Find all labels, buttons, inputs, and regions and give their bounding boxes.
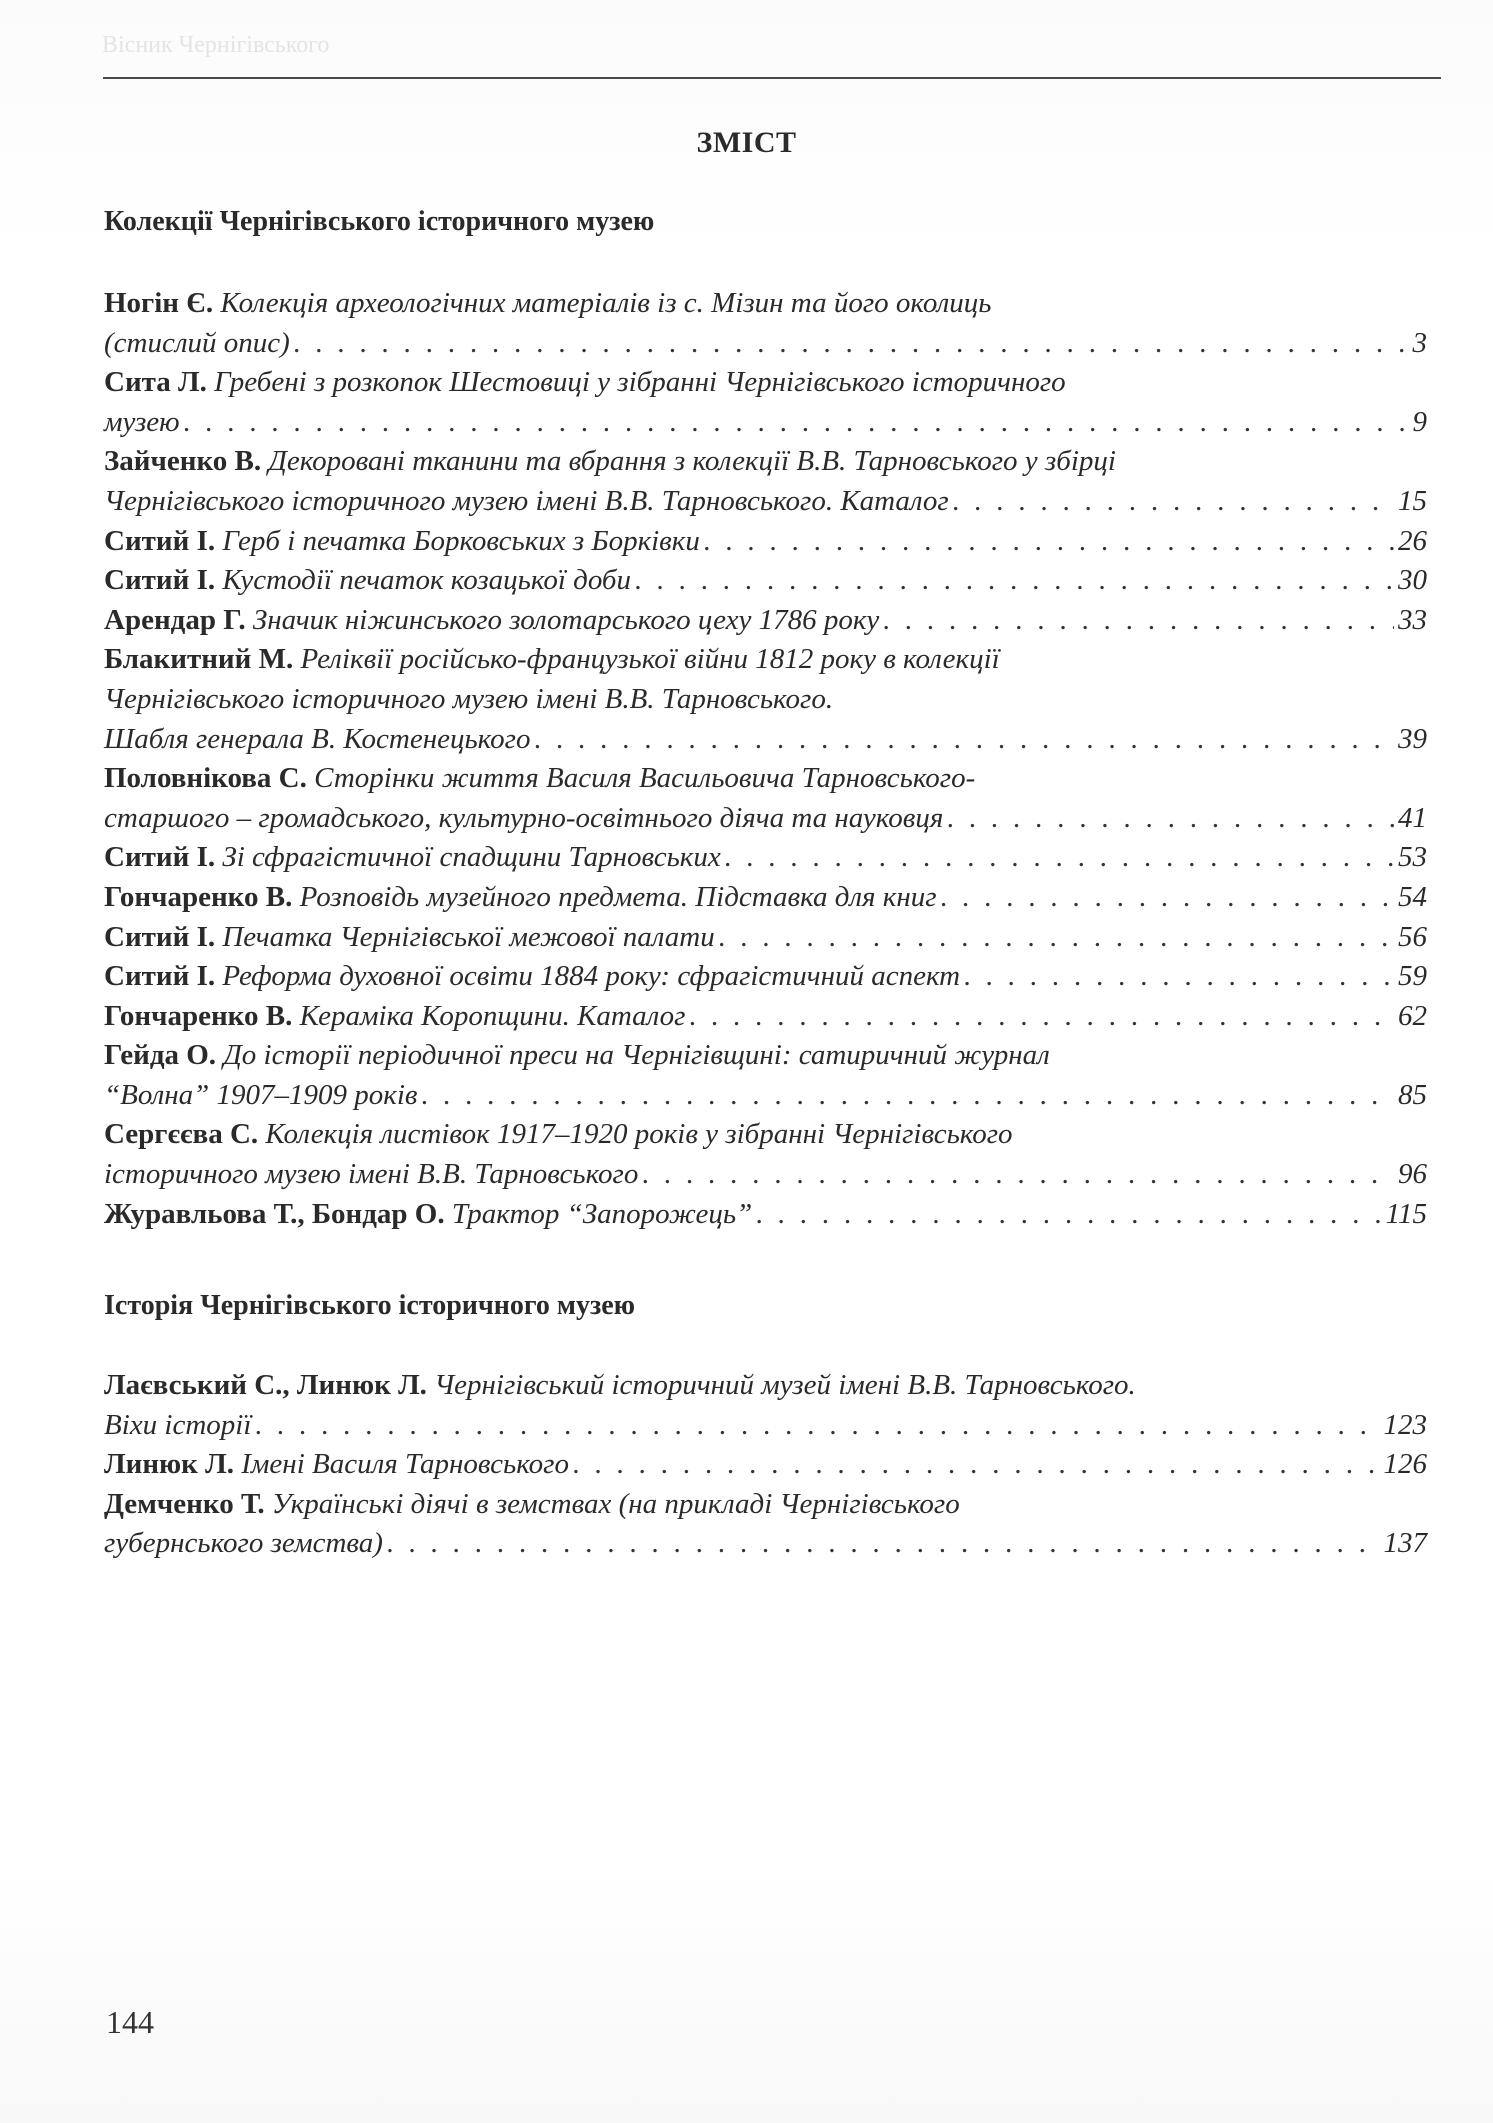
toc-entry-author: Ситий І. xyxy=(104,564,216,597)
toc-entry-author: Ногін Є. xyxy=(104,287,214,319)
toc-entry-line xyxy=(104,442,1427,482)
toc-entry-author: Лаєвський С., Линюк Л. xyxy=(104,1369,427,1401)
header-rule xyxy=(103,77,1441,79)
toc-leader-dots xyxy=(387,1524,1380,1564)
toc-entry-title: губернського земства) xyxy=(104,1527,383,1560)
toc-entry xyxy=(104,522,1427,562)
toc-entry-line xyxy=(104,1036,1427,1076)
toc-entry-line xyxy=(104,561,1427,601)
toc-entry-page: 62 xyxy=(1398,999,1427,1032)
toc-entry-title: Печатка Чернігівської межової палати xyxy=(222,920,715,953)
toc-entry-line xyxy=(104,522,1427,562)
toc-entry-page: 54 xyxy=(1398,880,1427,913)
toc-entry xyxy=(104,1036,1427,1115)
toc-leader-dots xyxy=(689,997,1394,1037)
toc-entry-line xyxy=(104,1366,1427,1406)
toc-entry xyxy=(104,601,1427,641)
toc-entry-title: Кераміка Коропщини. Каталог xyxy=(299,999,686,1032)
toc-entry-line xyxy=(104,1445,1427,1485)
toc-entry-author: Сергєєва С. xyxy=(104,1118,259,1151)
toc-entry-line xyxy=(104,403,1427,443)
toc-entry-line xyxy=(104,759,1427,799)
toc-entry-author: Ситий І. xyxy=(104,524,216,557)
toc-entry-line xyxy=(104,838,1427,878)
toc-entry-title: Значик ніжинського золотарського цеху 1786 року xyxy=(252,603,880,636)
toc-entry-page: 9 xyxy=(1412,405,1427,438)
toc-entry-author: Ситий І. xyxy=(104,920,216,953)
toc-leader-dots xyxy=(422,1076,1395,1116)
toc-entry-author: Зайченко В. xyxy=(104,445,262,478)
toc-entry xyxy=(104,1195,1427,1235)
toc-entry-title: Розповідь музейного предмета. Підставка для книг xyxy=(299,880,937,913)
toc-entry-line xyxy=(104,1115,1427,1155)
toc-entry xyxy=(104,561,1427,601)
toc-entry-line xyxy=(104,957,1427,997)
toc-entry-page: 56 xyxy=(1398,920,1427,953)
toc-entry-title: Віхи історії xyxy=(104,1408,252,1441)
toc-entry-page: 41 xyxy=(1398,801,1427,834)
toc-entry xyxy=(104,1115,1427,1194)
section-heading-history: Історія Чернігівського історичного музею xyxy=(104,1290,636,1321)
toc-leader-dots xyxy=(947,799,1394,839)
toc-entry-title: Колекція археологічних матеріалів із с. Мізин та його околиць xyxy=(220,287,992,319)
toc-entry-author: Журавльова Т., Бондар О. xyxy=(104,1197,445,1230)
toc-leader-dots xyxy=(294,324,1409,364)
toc-entry-title: (стислий опис) xyxy=(104,326,290,359)
toc-entry-line xyxy=(104,878,1427,918)
toc-entry-page: 85 xyxy=(1398,1078,1427,1111)
toc-leader-dots xyxy=(635,561,1394,601)
toc-entry-line xyxy=(104,799,1427,839)
toc-entry-title: Чернігівського історичного музею імені В.В. Тарновського. xyxy=(104,682,834,715)
toc-entry-line xyxy=(104,363,1427,403)
toc-leader-dots xyxy=(534,720,1394,760)
toc-entry-author: Демченко Т. xyxy=(104,1487,265,1520)
toc-entry-line xyxy=(104,1485,1427,1525)
toc-entry-title: Декоровані тканини та вбрання з колекції В.В. Тарновського у збірці xyxy=(268,445,1116,478)
toc-entry-line xyxy=(104,1406,1427,1446)
toc-entry-author: Ситий І. xyxy=(104,841,216,874)
toc-leader-dots xyxy=(883,601,1394,641)
toc-entry-title: старшого – громадського, культурно-освітнього діяча та науковця xyxy=(104,801,944,834)
running-header: Вісник Чернігівського xyxy=(102,32,330,58)
toc-entry-title: Колекція листівок 1917–1920 років у зібранні Чернігівського xyxy=(265,1118,1013,1151)
toc-entry-title: Сторінки життя Василя Васильовича Тарновського- xyxy=(314,762,976,795)
toc-leader-dots xyxy=(964,957,1394,997)
toc-entry-title: Українські діячі в земствах (на прикладі Чернігівського xyxy=(271,1487,960,1520)
toc-entry-line xyxy=(104,324,1427,364)
toc-entry-line xyxy=(104,720,1427,760)
toc-entry-title: Зі сфрагістичної спадщини Тарновських xyxy=(222,841,721,874)
toc-entry-author: Арендар Г. xyxy=(104,603,246,636)
toc-entry xyxy=(104,997,1427,1037)
toc-entry-author: Ситий І. xyxy=(104,960,216,993)
toc-entry xyxy=(104,640,1427,759)
toc-entry-page: 53 xyxy=(1398,841,1427,874)
toc-entry-author: Сита Л. xyxy=(104,366,207,399)
toc-entry-author: Гончаренко В. xyxy=(104,880,293,913)
page-number: 144 xyxy=(106,2004,154,2040)
toc-entry xyxy=(104,1445,1427,1485)
toc-entry-title: Кустодії печаток козацької доби xyxy=(222,564,632,597)
toc-entry-title: музею xyxy=(104,405,180,438)
toc-entry-author: Блакитний М. xyxy=(104,643,294,676)
toc-leader-dots xyxy=(255,1406,1379,1446)
toc-entry-line xyxy=(104,680,1427,720)
toc-entry-page: 137 xyxy=(1383,1527,1427,1560)
toc-entry-author: Половнікова С. xyxy=(104,762,307,795)
toc-entry-title: Трактор “Запорожець” xyxy=(451,1197,753,1230)
toc-entry-title: Реформа духовної освіти 1884 року: сфрагістичний аспект xyxy=(222,960,961,993)
toc-entry-page: 123 xyxy=(1383,1408,1427,1441)
toc-entry-title: Імені Василя Тарновського xyxy=(241,1448,569,1481)
toc-entry-page: 96 xyxy=(1398,1158,1427,1191)
toc-entry-page: 26 xyxy=(1398,524,1427,557)
toc-leader-dots xyxy=(756,1195,1381,1235)
toc-entry-author: Гейда О. xyxy=(104,1039,217,1072)
toc-entry xyxy=(104,363,1427,442)
toc-leader-dots xyxy=(953,482,1394,522)
toc-entry-title: “Волна” 1907–1909 років xyxy=(104,1078,418,1111)
toc-entry-line xyxy=(104,1195,1427,1235)
toc-entry-title: Герб і печатка Борковських з Борківки xyxy=(222,524,700,557)
toc-leader-dots xyxy=(941,878,1394,918)
toc-entry-page: 15 xyxy=(1398,484,1427,517)
toc-entry-title: До історії періодичної преси на Чернігівщині: сатиричний журнал xyxy=(223,1039,1050,1072)
toc-entry-line xyxy=(104,918,1427,958)
toc-entry xyxy=(104,878,1427,918)
toc-leader-dots xyxy=(719,918,1394,958)
toc-entry-page: 30 xyxy=(1398,564,1427,597)
toc-leader-dots xyxy=(642,1155,1394,1195)
toc-leader-dots xyxy=(184,403,1409,443)
toc-entry-page: 33 xyxy=(1398,603,1427,636)
toc-entry-line xyxy=(104,482,1427,522)
toc-entry-line xyxy=(104,601,1427,641)
toc-entry-line xyxy=(104,284,1427,324)
toc-entry xyxy=(104,838,1427,878)
toc-section-collections xyxy=(104,284,1427,1234)
page-title: ЗМІСТ xyxy=(696,126,797,159)
toc-leader-dots xyxy=(725,838,1394,878)
toc-entry-line xyxy=(104,1155,1427,1195)
toc-entry-line xyxy=(104,1524,1427,1564)
toc-entry xyxy=(104,284,1427,363)
toc-entry xyxy=(104,442,1427,521)
toc-entry xyxy=(104,918,1427,958)
toc-entry xyxy=(104,1485,1427,1564)
toc-entry-author: Линюк Л. xyxy=(104,1448,235,1481)
toc-entry-page: 126 xyxy=(1383,1448,1427,1481)
toc-entry-title: Чернігівський історичний музей імені В.В. Тарновського. xyxy=(434,1369,1136,1401)
toc-leader-dots xyxy=(704,522,1394,562)
toc-entry-page: 39 xyxy=(1398,722,1427,755)
toc-entry-page: 59 xyxy=(1398,960,1427,993)
toc-section-history xyxy=(104,1366,1427,1564)
toc-entry-title: Чернігівського історичного музею імені В.В. Тарновського. Каталог xyxy=(104,484,949,517)
toc-entry-title: Гребені з розкопок Шестовиці у зібранні Чернігівського історичного xyxy=(214,366,1066,399)
toc-entry-line xyxy=(104,640,1427,680)
toc-entry-title: Реліквії російсько-французької війни 1812 року в колекції xyxy=(300,643,1000,676)
toc-leader-dots xyxy=(573,1445,1380,1485)
toc-entry-page: 115 xyxy=(1385,1197,1427,1230)
toc-entry-line xyxy=(104,1076,1427,1116)
toc-entry xyxy=(104,759,1427,838)
toc-entry-page: 3 xyxy=(1412,326,1427,359)
toc-entry xyxy=(104,1366,1427,1445)
toc-entry-title: Шабля генерала В. Костенецького xyxy=(104,722,531,755)
section-heading-collections: Колекції Чернігівського історичного музею xyxy=(104,206,655,237)
toc-entry-line xyxy=(104,997,1427,1037)
toc-entry-author: Гончаренко В. xyxy=(104,999,293,1032)
toc-entry-title: історичного музею імені В.В. Тарновського xyxy=(104,1158,639,1191)
toc-entry xyxy=(104,957,1427,997)
